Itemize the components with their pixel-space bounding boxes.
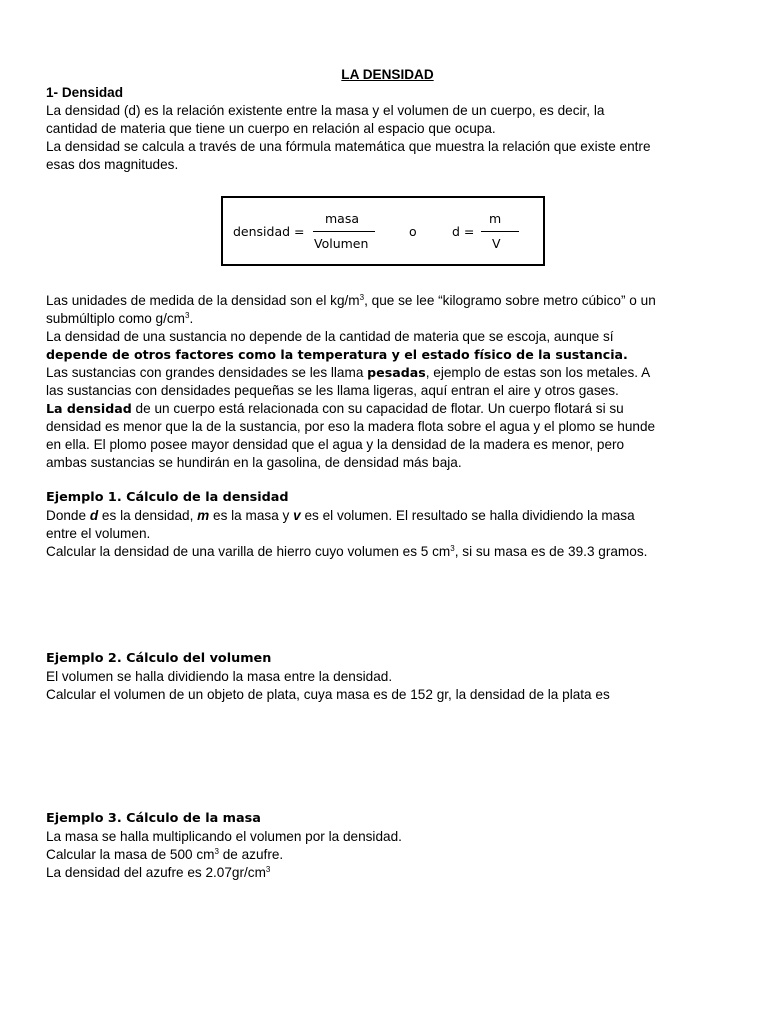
fraction-line xyxy=(313,231,375,232)
paragraph-line: densidad es menor que la de la sustancia, por eso la madera flota sobre el agua y el plomo se hunde xyxy=(46,419,656,434)
paragraph-line: Calcular la masa de 500 $cm^3$ de azufre. xyxy=(46,847,284,862)
document-page xyxy=(46,66,736,880)
formula-denominator-volumen: Volumen xyxy=(314,236,369,251)
density-formula-box xyxy=(221,196,545,266)
example-1-heading: Ejemplo 1. Cálculo de la densidad xyxy=(46,490,289,505)
paragraph-line: esas dos magnitudes. xyxy=(46,157,179,172)
formula-denominator-v: V xyxy=(492,236,501,251)
paragraph-line: La densidad del azufre es $2.07gr/cm^3$ xyxy=(46,865,271,880)
paragraph-line: cantidad de materia que tiene un cuerpo en relación al espacio que ocupa. xyxy=(46,121,496,136)
page-title: LA DENSIDAD xyxy=(341,67,434,82)
units-section xyxy=(46,292,746,472)
paragraph-line: en ella. El plomo posee mayor densidad que el agua y la densidad de la madera es menor, pero xyxy=(46,437,625,452)
fraction-line xyxy=(481,231,519,232)
paragraph-line: entre el volumen. xyxy=(46,526,151,541)
paragraph-line: La masa se halla multiplicando el volumen por la densidad. xyxy=(46,829,402,844)
paragraph-line-bold: depende de otros factores como la temperatura y el estado físico de la sustancia. xyxy=(46,347,628,362)
paragraph-line: Las unidades de medida de la densidad son el $kg/m^3$, que se lee “kilogramo sobre metro cúbico” o un xyxy=(46,293,656,308)
paragraph-line: Las sustancias con grandes densidades se les llama pesadas, ejemplo de estas son los metales. A xyxy=(46,365,651,380)
example-1-section xyxy=(46,489,736,561)
example-3-heading: Ejemplo 3. Cálculo de la masa xyxy=(46,811,261,826)
paragraph-line: La densidad de un cuerpo está relacionada con su capacidad de flotar. Un cuerpo flotará si su xyxy=(46,401,624,416)
example-2-section xyxy=(46,650,736,704)
paragraph-line: Calcular la densidad de una varilla de hierro cuyo volumen es 5 $cm^3$, si su masa es de 39.3 gramos. xyxy=(46,544,648,559)
paragraph-line: submúltiplo como $g/cm^3$. xyxy=(46,311,194,326)
paragraph-line: La densidad (d) es la relación existente entre la masa y el volumen de un cuerpo, es decir, la xyxy=(46,103,605,118)
paragraph-line: las sustancias con densidades pequeñas se les llama ligeras, aquí entran el aire y otros gases. xyxy=(46,383,619,398)
formula-right-label: d = xyxy=(452,224,475,239)
example-3-section xyxy=(46,810,736,882)
paragraph-line: Donde d es la densidad, m es la masa y v es el volumen. El resultado se halla dividiendo la masa xyxy=(46,508,635,523)
formula-numerator-m: m xyxy=(489,211,502,226)
paragraph-line: La densidad de una sustancia no depende de la cantidad de materia que se escoja, aunque sí xyxy=(46,329,614,344)
paragraph-line: La densidad se calcula a través de una fórmula matemática que muestra la relación que existe entre xyxy=(46,139,651,154)
example-2-heading: Ejemplo 2. Cálculo del volumen xyxy=(46,651,272,666)
section-heading-densidad: 1- Densidad xyxy=(46,85,124,100)
paragraph-line: Calcular el volumen de un objeto de plata, cuya masa es de 152 gr, la densidad de la plata es xyxy=(46,687,610,702)
formula-left-label: densidad = xyxy=(233,224,305,239)
paragraph-line: ambas sustancias se hundirán en la gasolina, de densidad más baja. xyxy=(46,455,462,470)
formula-numerator-masa: masa xyxy=(325,211,360,226)
formula-or: o xyxy=(409,224,417,239)
paragraph-line: El volumen se halla dividiendo la masa entre la densidad. xyxy=(46,669,393,684)
